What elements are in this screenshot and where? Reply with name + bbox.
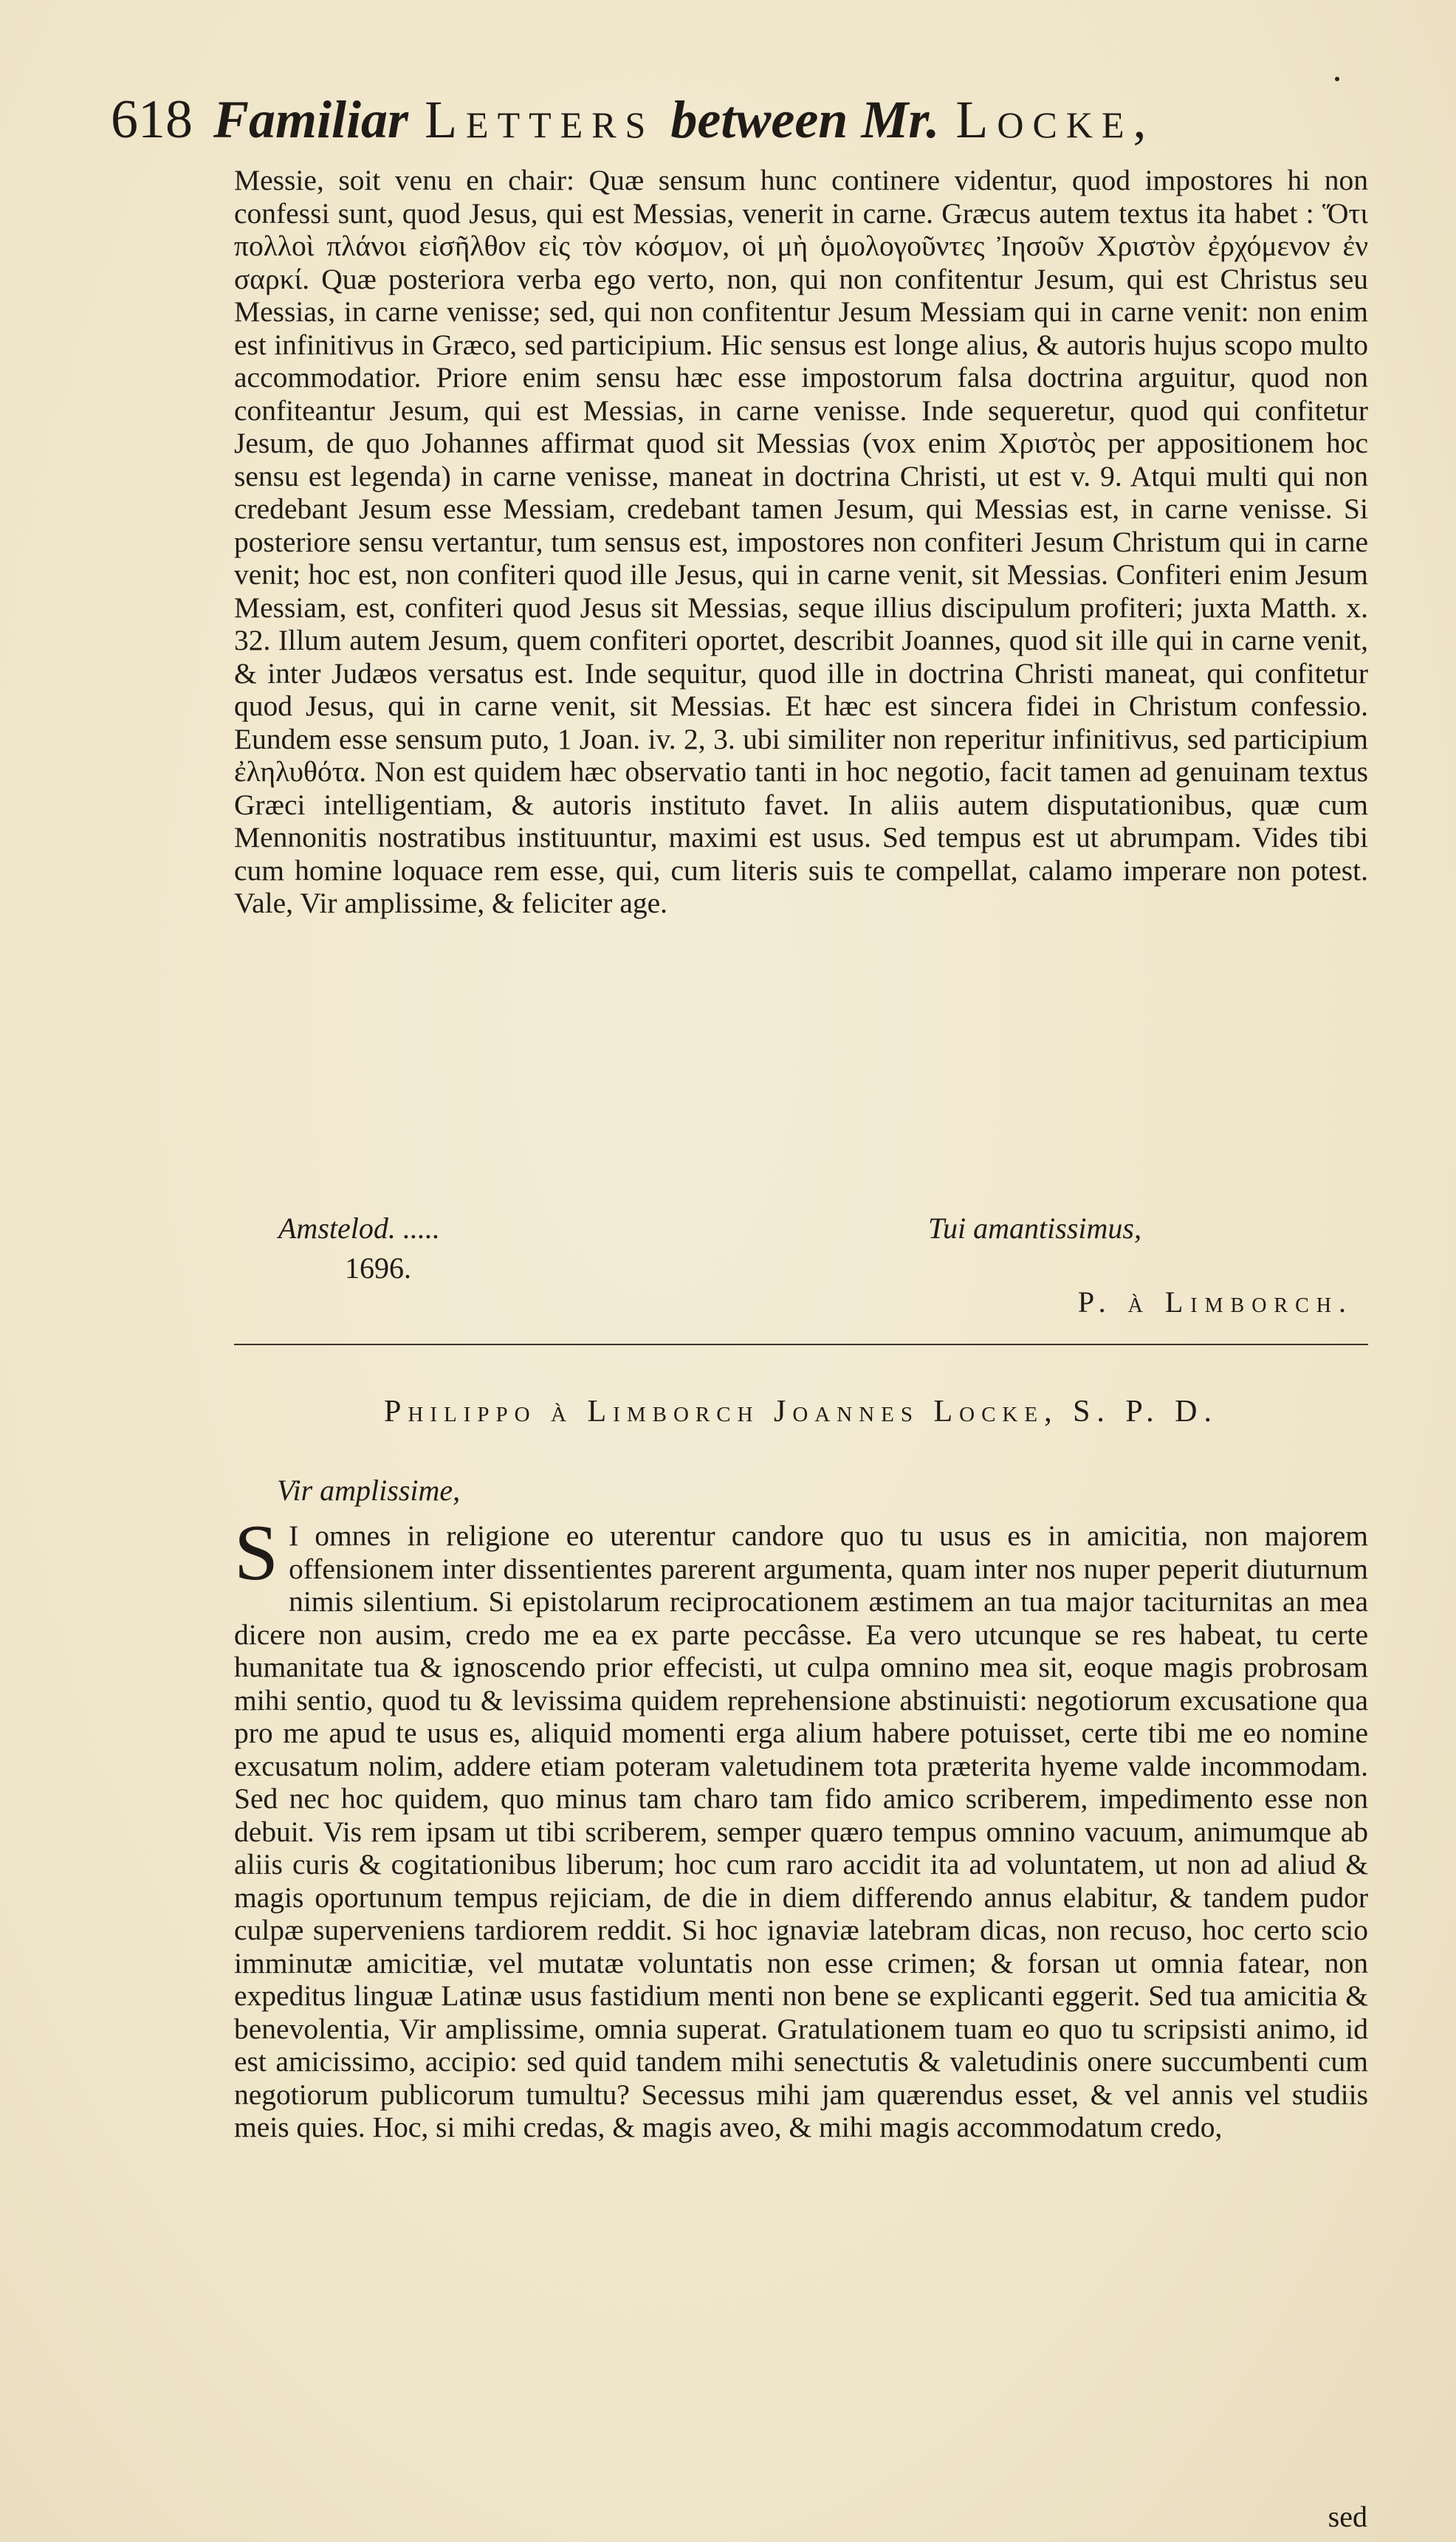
running-head-between: between Mr.: [670, 90, 940, 149]
running-head-letters: Letters: [425, 90, 655, 149]
closing-salute: Tui amantissimus,: [928, 1212, 1141, 1245]
letter-2-body: [234, 1519, 1368, 2524]
closing-year: 1696.: [345, 1251, 411, 1285]
letter-1-closing: [234, 1203, 1368, 1336]
letter-2-salutation: Vir amplissime,: [277, 1474, 461, 1507]
drop-cap: S: [234, 1519, 279, 1597]
running-head-locke: Locke,: [955, 90, 1155, 149]
running-head: [213, 89, 1155, 151]
section-divider: [234, 1344, 1368, 1345]
letter-2-text: I omnes in religione eo uterentur candore quo tu usus es in amicitia, non majorem offensionem inter dissentientes parerent argumenta, quam inter nos nuper peperit diuturnum nimis silentium. Si epistolarum reciprocationem æstimem an tua major taciturnitas an mea dicere non ausim, credo me ea ex parte peccâsse. Ea vero utcunque se res habeat, tu certe humanitate tua & ignoscendo prior effecisti, ut culpa omnino mea sit, eoque magis probrosam mihi sentio, quod tu & levissima quidem reprehensione abstinuisti: negotiorum excusatione qua pro me apud te usus es, aliquid momenti erga alium habere potuisset, certe tibi me eo nomine excusatum nolim, addere etiam poteram valetudinem tota præterita hyeme valde incommodam. Sed nec hoc quidem, quo minus tam charo tam fido amico scriberem, impedimento esse non debuit. Vis rem ipsam ut tibi scriberem, semper quæro tempus omnino vacuum, animumque ab aliis curis & cogitationibus liberum; hoc cum raro accidit ita ad voluntatem, ut non ad aliud & magis oportunum tempus rejiciam, de die in diem differendo annus elabitur, & tandem pudor culpæ superveniens tardiorem reddit. Si hoc ignaviæ latebram dicas, non recuso, hoc certo scio imminutæ amicitiæ, vel mutatæ voluntatis non esse crimen; & forsan ut omnia fatear, non expeditus linguæ Latinæ usus fastidium menti non bene se explicanti eggerit. Sed tua amicitia & benevolentia, Vir amplissime, omnia superat. Gratulationem tuam eo quo tu scripsisti animo, id est amicissimo, accipio: sed quid tandem mihi senectutis & valetudinis onere succumbenti cum negotiorum publicorum tumultu? Secessus mihi jam quærendus esset, & vel annis vel studiis meis quies. Hoc, si mihi credas, & magis aveo, & mihi magis accommodatum credo,: [234, 1519, 1368, 2143]
page-number: 618: [111, 89, 193, 150]
closing-signature: P. à Limborch.: [1077, 1285, 1353, 1319]
closing-place: Amstelod. .....: [278, 1212, 440, 1245]
ink-dot: [1335, 77, 1339, 81]
letter-2-address: Philippo à Limborch Joannes Locke, S. P. D.: [384, 1395, 1218, 1429]
letter-1-body: Messie, soit venu en chair: Quæ sensum hunc continere videntur, quod impostores hi non confessi sunt, quod Jesus, qui est Messias, venerit in carne. Græcus autem textus ita habet : Ὅτι πολλοὶ πλάνοι εἰσῆλθον εἰς τὸν κόσμον, οἱ μὴ ὁμολογοῦντες Ἰησοῦν Χριστὸν ἐρχόμενον ἐν σαρκί. Quæ posteriora verba ego verto, non, qui non confitentur Jesum, qui est Christus seu Messias, in carne venisse; sed, qui non confitentur Jesum Messiam qui in carne venit: non enim est infinitivus in Græco, sed participium. Hic sensus est longe alius, & autoris hujus scopo multo accommodatior. Priore enim sensu hæc esse impostorum falsa doctrina arguitur, quod non confiteantur Jesum, qui est Messias, in carne venisse. Inde sequeretur, quod qui confitetur Jesum, de quo Johannes affirmat quod sit Messias (vox enim Χριστὸς per appositionem hoc sensu est legenda) in carne venisse, maneat in doctrina Christi, ut est v. 9. Atqui multi qui non credebant Jesum esse Messiam, credebant tamen Jesum, qui Messias est, in carne venisse. Si posteriore sensu vertantur, tum sensus est, impostores non confiteri Jesum Christum qui in carne venit; hoc est, non confiteri quod ille Jesus, qui in carne venit, sit Messias. Confiteri enim Jesum Messiam, est, confiteri quod Jesus sit Messias, seque illius discipulum profiteri; juxta Matth. x. 32. Illum autem Jesum, quem confiteri oportet, describit Joannes, quod sit ille qui in carne venit, & inter Judæos versatus est. Inde sequitur, quod ille in doctrina Christi maneat, qui confitetur quod Jesus, qui in carne venit, sit Messias. Et hæc est sincera fidei in Christum confessio. Eundem esse sensum puto, 1 Joan. iv. 2, 3. ubi similiter non reperitur infinitivus, sed participium ἐληλυθότα. Non est quidem hæc observatio tanti in hoc negotio, facit tamen ad genuinam textus Græci intelligentiam, & autoris instituto favet. In aliis autem disputationibus, quæ cum Mennonitis nostratibus instituuntur, maximi est usus. Sed tempus est ut abrumpam. Vides tibi cum homine loquace rem esse, qui, cum literis suis te compellat, calamo imperare non potest. Vale, Vir amplissime, & feliciter age.: [234, 164, 1368, 919]
running-head-familiar: Familiar: [213, 90, 409, 149]
catchword: sed: [1328, 2500, 1367, 2533]
page-header: [111, 89, 1366, 148]
